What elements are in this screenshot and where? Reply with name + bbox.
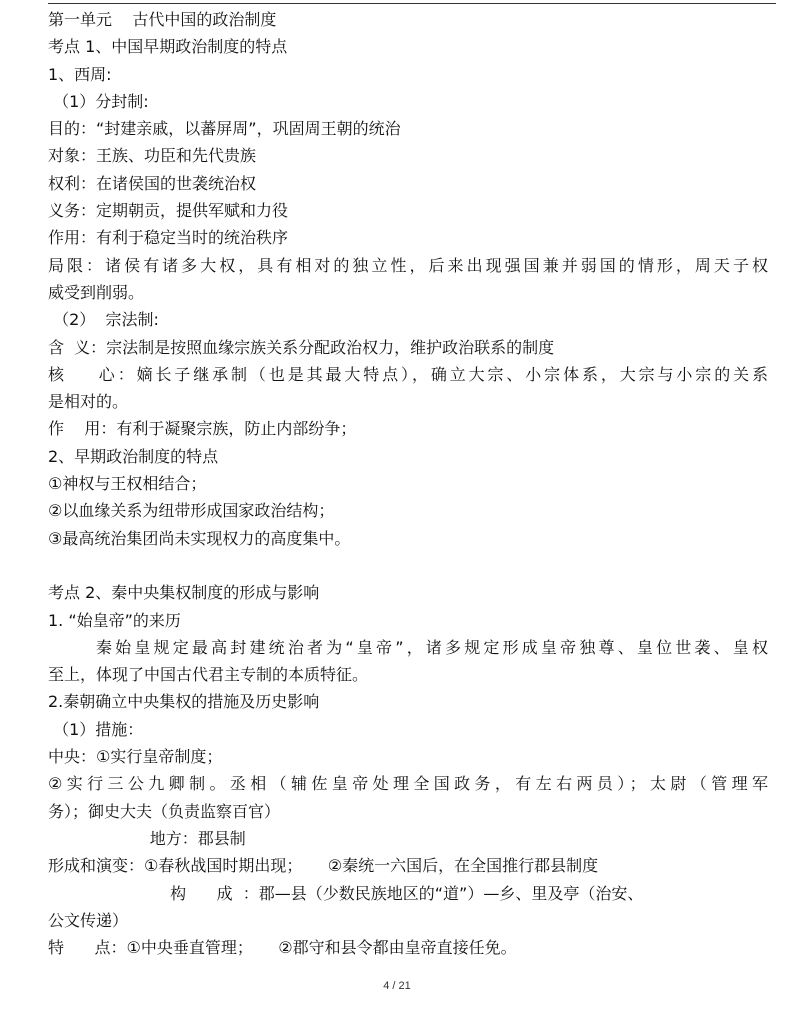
text-line: 作用：有利于稳定当时的统治秩序 [48, 228, 289, 248]
text-line: 公文传递） [48, 910, 129, 930]
blank-line [48, 552, 768, 579]
text-line: 务）；御史大夫（负责监察百官） [48, 801, 281, 821]
text-line: 含 义：宗法制是按照血缘宗族关系分配政治权力，维护政治联系的制度 [48, 337, 555, 357]
subheading-features: 2、早期政治制度的特点 [48, 446, 219, 466]
text-line: 对象：王族、功臣和先代贵族 [48, 146, 257, 166]
subheading-fenfeng: （1）分封制: [48, 91, 149, 111]
text-line: 义务：定期朝贡，提供军赋和力役 [48, 201, 289, 221]
text-line: ②实行三公九卿制。丞相（辅佐皇帝处理全国政务，有左右两员）；太尉（管理军 [48, 774, 768, 794]
page-number: 4 / 21 [383, 980, 411, 992]
list-item: ①神权与王权相结合； [48, 474, 207, 494]
text-line: 核 心：嫡长子继承制（也是其最大特点），确立大宗、小宗体系，大宗与小宗的关系 [48, 364, 768, 384]
subheading-measures-1: （1）措施： [48, 719, 144, 739]
section-heading-1: 考点 1、中国早期政治制度的特点 [48, 37, 288, 57]
text-line: 是相对的。 [48, 392, 129, 412]
text-line: 地方：郡县制 [48, 828, 246, 848]
text-line: 形成和演变：①春秋战国时期出现； ②秦统一六国后，在全国推行郡县制度 [48, 856, 599, 876]
top-rule [48, 3, 776, 4]
subheading-zongfa: （2） 宗法制: [48, 310, 159, 330]
text-line: 特 点：①中央垂直管理； ②郡守和县令都由皇帝直接任免。 [48, 938, 517, 958]
subheading-emperor: 1. “始皇帝”的来历 [48, 610, 181, 630]
unit-title: 第一单元 古代中国的政治制度 [48, 10, 277, 29]
list-item: ②以血缘关系为纽带形成国家政治结构； [48, 501, 335, 521]
text-line: 中央：①实行皇帝制度； [48, 747, 223, 767]
text-line: 作 用：有利于凝聚宗族，防止内部纷争； [48, 419, 357, 439]
subheading-western-zhou: 1、西周: [48, 64, 112, 84]
text-line: 目的：“封建亲戚，以蕃屏周”，巩固周王朝的统治 [48, 119, 401, 139]
text-line: 威受到削弱。 [48, 282, 145, 302]
text-line: 局限：诸侯有诸多大权，具有相对的独立性，后来出现强国兼并弱国的情形，周天子权 [48, 255, 768, 275]
document-body [48, 6, 768, 961]
section-heading-2: 考点 2、秦中央集权制度的形成与影响 [48, 583, 320, 603]
text-line: 权利：在诸侯国的世袭统治权 [48, 173, 257, 193]
subheading-measures: 2.秦朝确立中央集权的措施及历史影响 [48, 692, 320, 712]
text-line: 构 成 ：郡—县（少数民族地区的“道”）—乡、里及亭（治安、 [48, 883, 644, 903]
text-line: 秦始皇规定最高封建统治者为“皇帝”，诸多规定形成皇帝独尊、皇位世袭、皇权 [96, 637, 768, 657]
list-item: ③最高统治集团尚未实现权力的高度集中。 [48, 528, 351, 548]
text-line: 至上，体现了中国古代君主专制的本质特征。 [48, 665, 369, 685]
